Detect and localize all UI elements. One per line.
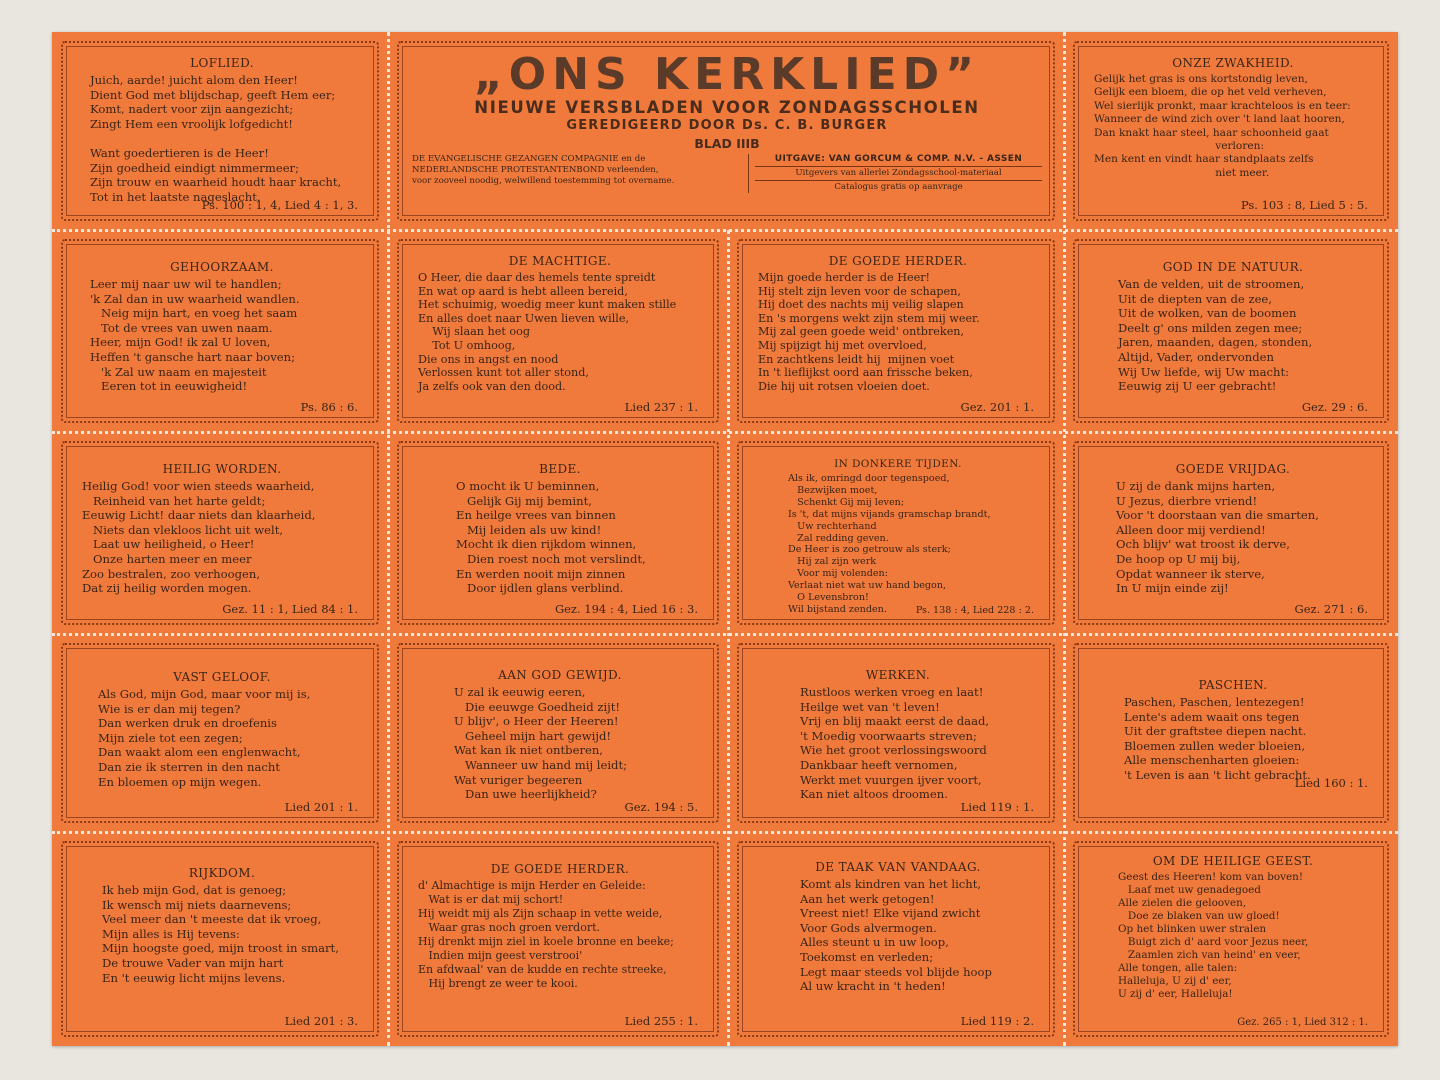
poem-line: 'k Zal uw naam en majesteit [90,364,267,379]
poem-line: Als God, mijn God, maar voor mij is, [98,687,311,701]
card-reference: Ps. 138 : 4, Lied 228 : 2. [915,605,1034,616]
perforation [52,831,1398,834]
poem-line: Laat uw heiligheid, o Heer! [82,537,255,552]
poem-line: Wanneer de wind zich over 't land laat hooren, [1094,113,1345,126]
poem-line: Alleen door mij verdiend! [1116,522,1266,537]
poem-line: Het schuimig, woedig meer kunt maken stille [418,298,677,312]
poem-line: Aan het werk getogen! [800,891,935,906]
card-lines [418,479,702,596]
card-title: PASCHEN. [1198,678,1268,692]
poem-line: O Heer, die daar des hemels tente spreidt [418,271,656,284]
poem-line: Wat is er dat mij schort! [418,893,564,906]
poem-line: En werden nooit mijn zinnen [456,566,626,581]
poem-line: U Jezus, dierbre vriend! [1116,493,1258,508]
card-lines [418,879,702,991]
poem-line: Ik heb mijn God, dat is genoeg; [102,883,287,897]
poem-line: Wel sierlijk pronkt, maar krachteloos is en teer: [1094,99,1351,112]
poem-line: Bloemen zullen weder bloeien, [1124,738,1306,753]
poem-line: En alles doet naar Uwen lieven wille, [418,311,630,325]
publisher-info: UITGAVE: VAN GORCUM & COMP. N.V. - ASSEN Uitgevers van allerlei Zondagsschool-materiaal Catalogus gratis op aanvrage [749,154,1042,193]
card-loflied [52,32,388,230]
card-title: LOFLIED. [190,56,254,70]
poem-line: Mijn alles is Hij tevens: [102,926,240,941]
card-reference: Lied 160 : 1. [1294,776,1368,790]
poem-line: Alle zielen die gelooven, [1118,897,1247,909]
poem-line: En 's morgens wekt zijn stem mij weer. [758,311,980,325]
poem-line: Deelt g' ons milden zegen mee; [1118,320,1303,335]
poem-line: Uit de diepten van de zee, [1118,291,1272,306]
card-reference: Lied 237 : 1. [624,400,698,414]
poem-line: Eeuwig zij U eer gebracht! [1118,379,1277,394]
poem-line: Dat zij heilig worden mogen. [82,581,252,596]
card-title: IN DONKERE TIJDEN. [834,458,962,470]
poem-line: Geest des Heeren! kom van boven! [1118,871,1304,883]
card-title: DE GOEDE HERDER. [828,254,968,268]
poem-line: Legt maar steeds vol blijde hoop [800,964,992,979]
card-reference: Gez. 194 : 4, Lied 16 : 3. [554,602,698,616]
poem-line: Zingt Hem een vroolijk lofgedicht! [90,116,293,131]
poem-line: Die eeuwge Goedheid zijt! [454,699,621,714]
poem-line: Hij zal zijn werk [788,556,877,568]
poem-line: Dan zie ik sterren in den nacht [98,759,281,774]
poem-line: Onze harten meer en meer [82,551,252,566]
card-title: HEILIG WORDEN. [162,462,282,476]
poem-line: Is 't, dat mijns vijands gramschap brandt, [788,508,991,520]
card-title: AAN GOD GEWIJD. [498,668,622,682]
poem-line: En wat op aard is hebt alleen bereid, [418,284,628,298]
card-de-goede-herder-2 [388,832,728,1046]
card-de-machtige [388,230,728,432]
poem-line: Voor Gods alvermogen. [800,920,937,935]
card-title: GEHOORZAAM. [170,260,274,274]
poem-line: Wat vuriger begeeren [454,772,583,787]
card-lines [1094,73,1372,180]
poem-line: Komt, nadert voor zijn aangezicht; [90,102,294,117]
poem-line: Mij leiden als uw kind! [456,522,602,537]
perforation [52,431,1398,434]
poem-line: U zij d' eer, Halleluja! [1118,988,1233,1000]
poem-line: 'k Zal dan in uw waarheid wandlen. [90,291,300,306]
card-reference: Ps. 86 : 6. [300,400,358,414]
poem-line: Tot in het laatste nageslacht. [90,189,261,204]
poem-line: Indien mijn geest verstrooi' [418,949,583,962]
poem-line: Die hij uit rotsen vloeien doet. [758,379,930,393]
poem-line: Bezwijken moet, [788,484,878,496]
poem-line: Eeren tot in eeuwigheid! [90,379,248,394]
poem-line: Hij drenkt mijn ziel in koele bronne en beeke; [418,935,674,948]
card-lines [1094,695,1372,783]
poem-line: Veel meer dan 't meeste dat ik vroeg, [102,912,322,927]
poem-line: U zal ik eeuwig eeren, [454,685,586,699]
poem-line: Juich, aarde! juicht alom den Heer! [90,73,298,87]
poem-line: Ik wensch mij niets daarnevens; [102,897,292,912]
poem-line: De trouwe Vader van mijn hart [102,955,284,970]
card-title: WERKEN. [865,668,931,682]
card-werken [728,634,1064,832]
poem-line: Niets dan vlekloos licht uit welt, [82,522,284,537]
poem-line: Altijd, Vader, ondervonden [1118,349,1274,364]
poem-line: Alle tongen, alle talen: [1118,962,1238,974]
poem-line: Die ons in angst en nood [418,352,559,366]
poem-line: Och blijv' wat troost ik derve, [1116,537,1290,552]
card-god-in-de-natuur [1064,230,1398,432]
card-reference: Lied 119 : 1. [960,800,1034,814]
card-heilig-worden [52,432,388,634]
poem-line: De Heer is zoo getrouw als sterk; [788,544,951,556]
card-onze-zwakheid [1064,32,1398,230]
poem-line: Verlossen kunt tot aller stond, [418,366,589,380]
poem-line: Vrij en blij maakt eerst de daad, [800,714,990,729]
card-de-taak-van-vandaag [728,832,1064,1046]
poem-line: Jaren, maanden, dagen, stonden, [1118,335,1313,350]
card-lines [758,271,1038,393]
poem-line: 't Moedig voorwaarts streven; [800,728,977,743]
poem-line: Gelijk een bloem, die op het veld verheven, [1094,86,1327,99]
card-lines [758,877,1038,994]
poem-line: Mocht ik dien rijkdom winnen, [456,537,637,552]
card-vast-geloof [52,634,388,832]
stamp-sheet [52,32,1398,1046]
page-title: „ONS KERKLIED” [473,49,981,100]
card-lines [82,883,362,985]
poem-line: Dankbaar heeft vernomen, [800,757,958,772]
poem-line: Ja zelfs ook van den dood. [418,379,566,393]
perforation [387,32,390,1046]
poem-line: Zaamlen zich van heind' en veer, [1118,949,1301,961]
card-lines [82,687,362,789]
card-reference: Gez. 271 : 6. [1294,602,1368,616]
poem-line: niet meer. [1094,166,1270,179]
permission-notice: DE EVANGELISCHE GEZANGEN COMPAGNIE en de NEDERLANDSCHE PROTESTANTENBOND verleenden, voor zooveel noodig, welwillend toestemming tot overname. [412,154,749,193]
perforation [727,230,730,1046]
card-title: ONZE ZWAKHEID. [1172,56,1294,70]
poem-line: Toekomst en verleden; [800,949,934,964]
poem-line: Mij spijzigt hij met overvloed, [758,338,927,352]
card-reference: Ps. 103 : 8, Lied 5 : 5. [1240,198,1368,212]
card-lines [82,277,362,394]
perforation [52,633,1398,636]
poem-line: d' Almachtige is mijn Herder en Geleide: [418,879,646,892]
card-reference: Gez. 201 : 1. [960,400,1034,414]
poem-line: U zij de dank mijns harten, [1116,479,1276,493]
poem-line: 't Leven is aan 't licht gebracht. [1124,767,1311,782]
poem-line: Rustloos werken vroeg en laat! [800,685,984,699]
card-lines [82,479,362,596]
card-lines [418,271,702,393]
poem-line: In U mijn einde zij! [1116,581,1229,596]
card-reference: Gez. 29 : 6. [1301,400,1368,414]
poem-line: Waar gras noch groen verdort. [418,921,600,934]
card-paschen [1064,634,1398,832]
poem-line: Wij slaan het oog [418,325,531,339]
poem-line: Mij zal geen goede weid' ontbreken, [758,325,965,339]
poem-line: En bloemen op mijn wegen. [98,774,262,789]
card-gehoorzaam [52,230,388,432]
poem-line: Voor 't doorstaan van die smarten, [1116,508,1319,523]
poem-line: In 't lieflijkst oord aan frissche beken, [758,366,973,380]
card-lines [418,685,702,802]
card-de-goede-herder [728,230,1064,432]
poem-line: Laaf met uw genadegoed [1118,884,1261,896]
card-goede-vrijdag [1064,432,1398,634]
card-reference: Gez. 194 : 5. [624,800,698,814]
editor-line: GEREDIGEERD DOOR Ds. C. B. BURGER [566,118,888,133]
card-title: RIJKDOM. [188,866,256,880]
poem-line: Wie het groot verlossingswoord [800,743,987,758]
poem-line: Als ik, omringd door tegenspoed, [788,473,950,484]
sheet-number: BLAD IIIB [694,136,760,151]
poem-line: Alles steunt u in uw loop, [800,935,949,950]
poem-line: Zijn goedheid eindigt nimmermeer; [90,160,299,175]
poem-line: Heffen 't gansche hart naar boven; [90,349,295,364]
poem-line [90,131,362,146]
poem-line: Uw rechterhand [788,520,877,532]
poem-line: Zijn trouw en waarheid houdt haar kracht, [90,175,342,190]
perforation [1063,32,1066,1046]
poem-line: verloren: [1094,140,1265,153]
poem-line: Lente's adem waait ons tegen [1124,709,1300,724]
poem-line: Heer, mijn God! ik zal U loven, [90,335,271,350]
poem-line: De hoop op U mij bij, [1116,551,1241,566]
card-lines [1094,277,1372,394]
card-reference: Gez. 265 : 1, Lied 312 : 1. [1237,1017,1368,1028]
poem-line: Wil bijstand zenden. [788,603,887,615]
card-rijkdom [52,832,388,1046]
poem-line: O Levensbron! [788,592,869,604]
poem-line: Voor mij volenden: [788,568,888,580]
poem-line: O mocht ik U beminnen, [456,479,600,493]
card-lines [758,473,1038,616]
poem-line: Heilge wet van 't leven! [800,699,940,714]
poem-line: Dan uwe heerlijkheid? [454,787,597,802]
poem-line: Mijn goede herder is de Heer! [758,271,931,284]
poem-line: Wanneer uw hand mij leidt; [454,757,628,772]
card-lines [1094,871,1372,1001]
card-reference: Lied 201 : 3. [284,1014,358,1028]
card-om-de-heilige-geest [1064,832,1398,1046]
page-subtitle: NIEUWE VERSBLADEN VOOR ZONDAGSSCHOLEN [474,98,980,117]
poem-line: Eeuwig Licht! daar niets dan klaarheid, [82,508,316,523]
card-bede [388,432,728,634]
poem-line: Reinheid van het harte geldt; [82,493,266,508]
card-in-donkere-tijden [728,432,1064,634]
perforation [52,229,1398,232]
card-title: DE TAAK VAN VANDAAG. [815,860,981,874]
poem-line: Vreest niet! Elke vijand zwicht [800,906,981,921]
poem-line: Van de velden, uit de stroomen, [1118,277,1305,291]
poem-line: Dan waakt alom een englenwacht, [98,745,301,760]
poem-line: Heilig God! voor wien steeds waarheid, [82,479,315,493]
poem-line: En heilge vrees van binnen [456,508,616,523]
poem-line: Dan knakt haar steel, haar schoonheid gaat [1094,126,1329,139]
poem-line: Door ijdlen glans verblind. [456,581,624,596]
poem-line: Hij doet des nachts mij veilig slapen [758,298,964,312]
card-lines [758,685,1038,802]
poem-line: Mijn hoogste goed, mijn troost in smart, [102,941,339,956]
poem-line: Hij weidt mij als Zijn schaap in vette weide, [418,907,663,920]
poem-line: Men kent en vindt haar standplaats zelfs [1094,153,1314,166]
poem-line: Verlaat niet wat uw hand begon, [788,580,947,592]
card-title: GOEDE VRIJDAG. [1175,462,1291,476]
poem-line: Dan werken druk en droefenis [98,716,277,731]
poem-line: Hij stelt zijn leven voor de schapen, [758,284,961,298]
poem-line: Kan niet altoos droomen. [800,787,948,802]
poem-line: Gelijk Gij mij bemint, [456,493,592,508]
card-title: DE MACHTIGE. [508,254,612,268]
card-reference: Lied 119 : 2. [960,1014,1034,1028]
header-card [388,32,1064,230]
poem-line: Werkt met vuurgen ijver voort, [800,772,982,787]
poem-line: Gelijk het gras is ons kortstondig leven, [1094,73,1308,85]
poem-line: Paschen, Paschen, lentezegen! [1124,695,1305,709]
poem-line: Alle menschenharten gloeien: [1124,753,1300,768]
card-lines [1094,479,1372,596]
poem-line: Schenkt Gij mij leven; [788,496,905,508]
card-title: DE GOEDE HERDER. [490,862,630,876]
card-reference: Ps. 100 : 1, 4, Lied 4 : 1, 3. [201,198,358,212]
poem-line: Wie is er dan mij tegen? [98,701,241,716]
poem-line: Op het blinken uwer stralen [1118,923,1267,935]
poem-line: Geheel mijn hart gewijd! [454,728,612,743]
poem-line: Neig mijn hart, en voeg het saam [90,306,298,321]
poem-line: Wij Uw liefde, wij Uw macht: [1118,364,1290,379]
card-reference: Lied 201 : 1. [284,800,358,814]
card-lines [82,73,362,204]
poem-line: Komt als kindren van het licht, [800,877,982,891]
poem-line: Dien roest noch mot verslindt, [456,551,646,566]
card-title: GOD IN DE NATUUR. [1162,260,1304,274]
poem-line: Hij brengt ze weer te kooi. [418,977,578,990]
poem-line: Tot U omhoog, [418,338,516,352]
poem-line: Want goedertieren is de Heer! [90,145,269,160]
poem-line: En zachtkens leidt hij mijnen voet [758,352,955,366]
card-title: BEDE. [539,462,581,476]
card-title: VAST GELOOF. [173,670,271,684]
poem-line: Tot de vrees van uwen naam. [90,320,273,335]
poem-line: En afdwaal' van de kudde en rechte streeke, [418,963,667,976]
poem-line: Halleluja, U zij d' eer, [1118,975,1232,987]
poem-line: En 't eeuwig licht mijns levens. [102,970,286,985]
poem-line: Uit de wolken, van de boomen [1118,306,1297,321]
card-aan-god-gewijd [388,634,728,832]
poem-line: Mijn ziele tot een zegen; [98,730,243,745]
poem-line: Opdat wanneer ik sterve, [1116,566,1265,581]
poem-line: Zal redding geven. [788,532,889,544]
poem-line: Dient God met blijdschap, geeft Hem eer; [90,87,336,102]
poem-line: Buigt zich d' aard voor Jezus neer, [1118,936,1309,948]
poem-line: Uit der graftstee diepen nacht. [1124,724,1307,739]
card-reference: Gez. 11 : 1, Lied 84 : 1. [222,602,358,616]
poem-line: U blijv', o Heer der Heeren! [454,714,619,729]
poem-line: Wat kan ik niet ontberen, [454,743,603,758]
card-reference: Lied 255 : 1. [624,1014,698,1028]
poem-line: Zoo bestralen, zoo verhoogen, [82,566,261,581]
card-title: OM DE HEILIGE GEEST. [1152,854,1314,868]
poem-line: Al uw kracht in 't heden! [800,979,946,994]
poem-line: Doe ze blaken van uw gloed! [1118,910,1280,922]
poem-line: Leer mij naar uw wil te handlen; [90,277,282,291]
